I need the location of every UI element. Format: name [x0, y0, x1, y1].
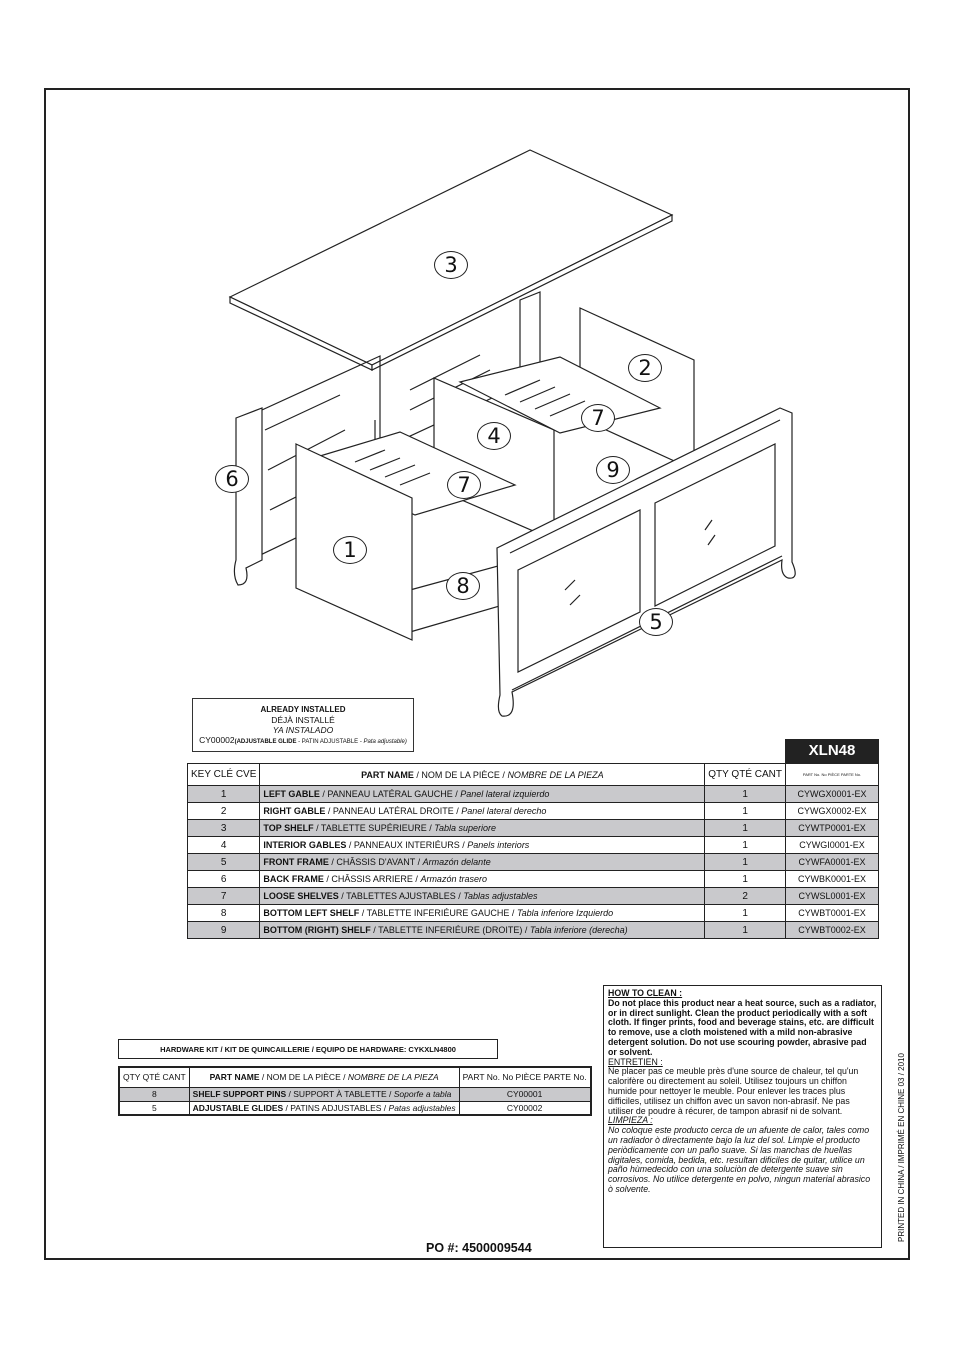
part-key: 1 [188, 786, 260, 803]
hw-name-cell [189, 1101, 459, 1115]
parts-row [188, 854, 879, 871]
callout-2: 2 [628, 354, 662, 382]
part-name-es: Armazón trasero [420, 874, 487, 884]
clean-en-body: Do not place this product near a heat source, such as a radiator, or in direct sunlight. Clean the product periodically with a soft cloth. If finger prints, food and beverage stains, etc. are difficult to remove, use a cloth moistened with a mild non-abrasive detergent solution. Do not use scouring powder, abrasive pad or solvent. [608, 997, 877, 1057]
part-name-cell [260, 837, 705, 854]
part-name-fr: / CHÂSSIS D'AVANT / [328, 857, 423, 867]
callout-3: 3 [434, 251, 468, 279]
installed-code-rest: - PATIN ADJUSTABLE - [296, 739, 364, 745]
hw-header-qty: QTY QTÉ CANT [119, 1067, 189, 1087]
installed-es: YA INSTALADO [272, 725, 334, 735]
hw-header-name-es: NOMBRE DE LA PIEZA [347, 1072, 439, 1083]
part-name-fr: / PANNEAUX INTERIÉURS / [346, 840, 468, 850]
part-number: CYWBK0001-EX [786, 871, 879, 888]
part-number: CYWGX0001-EX [786, 786, 879, 803]
parts-row [188, 786, 879, 803]
part-key: 5 [188, 854, 260, 871]
part-name-en: LEFT GABLE [263, 789, 320, 799]
part-qty: 1 [705, 786, 786, 803]
hw-name-es: Patas adjustables [388, 1102, 456, 1113]
part-name-en: BOTTOM (RIGHT) SHELF [263, 925, 371, 935]
part-qty: 2 [705, 888, 786, 905]
part-name-en: TOP SHELF [263, 823, 314, 833]
hw-header-name-fr: / NOM DE LA PIÈCE / [259, 1072, 348, 1083]
installed-fr: DÉJÀ INSTALLÉ [271, 715, 335, 725]
installed-en: ALREADY INSTALLED [260, 705, 346, 714]
part-name-es: Panel lateral derecho [461, 806, 547, 816]
part-name-en: FRONT FRAME [263, 857, 329, 867]
part-qty: 1 [705, 922, 786, 939]
hw-part-number: CY00002 [459, 1101, 590, 1115]
parts-row [188, 871, 879, 888]
hw-header-name: PART NAME [209, 1072, 260, 1083]
part-name-fr: / PANNEAU LATÉRAL DROITE / [325, 806, 462, 816]
part-name-fr: / TABLETTE INFERIÉURE GAUCHE / [359, 908, 517, 918]
part-name-fr: / TABLETTES AJUSTABLES / [338, 891, 464, 901]
installed-code-it: Pata adjustable) [363, 739, 407, 745]
part-name-en: BOTTOM LEFT SHELF [263, 908, 360, 918]
part-name-en: RIGHT GABLE [263, 806, 326, 816]
part-name-cell [260, 820, 705, 837]
part-key: 3 [188, 820, 260, 837]
part-name-en: INTERIOR GABLES [263, 840, 347, 850]
part-name-cell [260, 905, 705, 922]
part-number: CYWFA0001-EX [786, 854, 879, 871]
part-qty: 1 [705, 871, 786, 888]
parts-header-row [188, 764, 879, 786]
parts-row [188, 888, 879, 905]
part-name-cell [260, 786, 705, 803]
part-key: 2 [188, 803, 260, 820]
part-name-es: Tabla inferiore Izquierdo [516, 908, 614, 918]
callout-8: 8 [446, 572, 480, 600]
hardware-kit-title: HARDWARE KIT / KIT DE QUINCAILLERIE / EQUIPO DE HARDWARE: CYKXLN4800 [118, 1039, 498, 1059]
part-key: 4 [188, 837, 260, 854]
hardware-header-row [119, 1067, 591, 1087]
printed-in-note: PRINTED IN CHINA / IMPRIMÉ EN CHINE 03 / 2010 [897, 1053, 906, 1242]
parts-row [188, 820, 879, 837]
part-name-cell [260, 803, 705, 820]
model-badge: XLN48 [785, 739, 879, 763]
part-name-cell [260, 922, 705, 939]
already-installed-note [192, 698, 414, 752]
hw-name-es: Soporfe a tabla [393, 1089, 452, 1099]
part-qty: 1 [705, 854, 786, 871]
callout-6: 6 [215, 465, 249, 493]
part-key: 9 [188, 922, 260, 939]
part-name-cell [260, 854, 705, 871]
installed-code-bold: (ADJUSTABLE GLIDE [234, 739, 297, 745]
callout-7a: 7 [581, 404, 615, 432]
parts-header-key: KEY CLÉ CVE [188, 764, 260, 786]
parts-table [187, 763, 879, 939]
part-name-fr: / PANNEAU LATÉRAL GAUCHE / [319, 789, 461, 799]
hw-header-partno: PART No. No PIÈCE PARTE No. [459, 1067, 590, 1087]
part-name-en: LOOSE SHELVES [263, 891, 339, 901]
hw-part-number: CY00001 [459, 1087, 590, 1101]
part-qty: 1 [705, 837, 786, 854]
parts-row [188, 922, 879, 939]
part-name-fr: / CHÂSSIS ARRIERE / [323, 874, 421, 884]
part-name-es: Armazón delante [422, 857, 491, 867]
hardware-row [119, 1101, 591, 1115]
part-name-es: Tablas adjustables [463, 891, 538, 901]
callout-9: 9 [596, 456, 630, 484]
parts-header-name-es: NOMBRE DE LA PIEZA [507, 769, 604, 780]
part-name-es: Panel lateral izquierdo [460, 789, 550, 799]
clean-en-title: HOW TO CLEAN : [608, 988, 683, 998]
parts-row [188, 905, 879, 922]
clean-fr-body: Ne placer pas ce meuble près d'une source de chaleur, tel qu'un calorifère ou directement au soleil. Utilisez toujours un chiffon humide pour nettoyer le meuble. Pour enlever les traces plus difficiles, utilisez un chiffon avec un savon non-abrasif. Ne pas utiliser de poudre à récurer, de tampon abrasif ni de solvant. [608, 1066, 859, 1116]
part-number: CYWGX0002-EX [786, 803, 879, 820]
part-number: CYWBT0001-EX [786, 905, 879, 922]
hw-name-fr: / PATINS ADJUSTABLES / [283, 1102, 389, 1113]
part-number: CYWBT0002-EX [786, 922, 879, 939]
cleaning-instructions [603, 985, 882, 1248]
callout-7b: 7 [447, 471, 481, 499]
part-name-cell [260, 871, 705, 888]
part-key: 8 [188, 905, 260, 922]
part-key: 6 [188, 871, 260, 888]
hw-name-cell [189, 1087, 459, 1101]
part-number: CYWGI0001-EX [786, 837, 879, 854]
callout-1: 1 [333, 536, 367, 564]
clean-es-title: LIMPIEZA : [608, 1115, 653, 1126]
parts-header-name: PART NAME [361, 769, 414, 780]
left-gable-back-drawing [234, 408, 262, 585]
part-name-es: Tabla superiore [434, 823, 497, 833]
part-name-fr: / TABLETTE SUPÉRIEURE / [313, 823, 435, 833]
parts-header-qty: QTY QTÉ CANT [705, 764, 786, 786]
hw-name-fr: / SUPPORT À TABLETTE / [286, 1089, 394, 1099]
hardware-row [119, 1087, 591, 1101]
hardware-table [118, 1066, 592, 1116]
hw-name-en: ADJUSTABLE GLIDES [192, 1102, 284, 1113]
part-number: CYWSL0001-EX [786, 888, 879, 905]
hw-qty: 8 [119, 1087, 189, 1101]
parts-header-partno: PART No. No PIÈCE PARTE No. [786, 764, 879, 786]
callout-5: 5 [639, 608, 673, 636]
parts-row [188, 803, 879, 820]
hw-name-en: SHELF SUPPORT PINS [192, 1089, 287, 1099]
callout-4: 4 [477, 422, 511, 450]
part-number: CYWTP0001-EX [786, 820, 879, 837]
clean-es-body: No coloque este producto cerca de un afuente de calor, tales como un radiador ò directamente bajo la luz del sol. Limpie el producto periòdicamente con un paño suave. Si las manchas de huellas digitales, comida, bedida, etc. resultan dificiles de quitar, utilice un paño hùmedecido con una soluciòn de detergente suave sin corrosivos. No utilice detergente en polvo, ningun material abrasico ò solvente. [608, 1125, 871, 1194]
part-name-es: Tabla inferiore (derecha) [529, 925, 628, 935]
part-qty: 1 [705, 820, 786, 837]
po-number: PO #: 4500009544 [426, 1241, 532, 1255]
part-name-en: BACK FRAME [263, 874, 324, 884]
installed-code: CY00002 [199, 735, 235, 745]
part-name-fr: / TABLETTE INFERIÉURE (DROITE) / [370, 925, 530, 935]
part-key: 7 [188, 888, 260, 905]
parts-header-name-fr: / NOM DE LA PIÈCE / [413, 769, 508, 780]
part-qty: 1 [705, 803, 786, 820]
part-name-cell [260, 888, 705, 905]
parts-row [188, 837, 879, 854]
clean-fr-title: ENTRETIEN : [608, 1056, 663, 1067]
part-name-es: Panels interiors [467, 840, 530, 850]
hw-qty: 5 [119, 1101, 189, 1115]
part-qty: 1 [705, 905, 786, 922]
